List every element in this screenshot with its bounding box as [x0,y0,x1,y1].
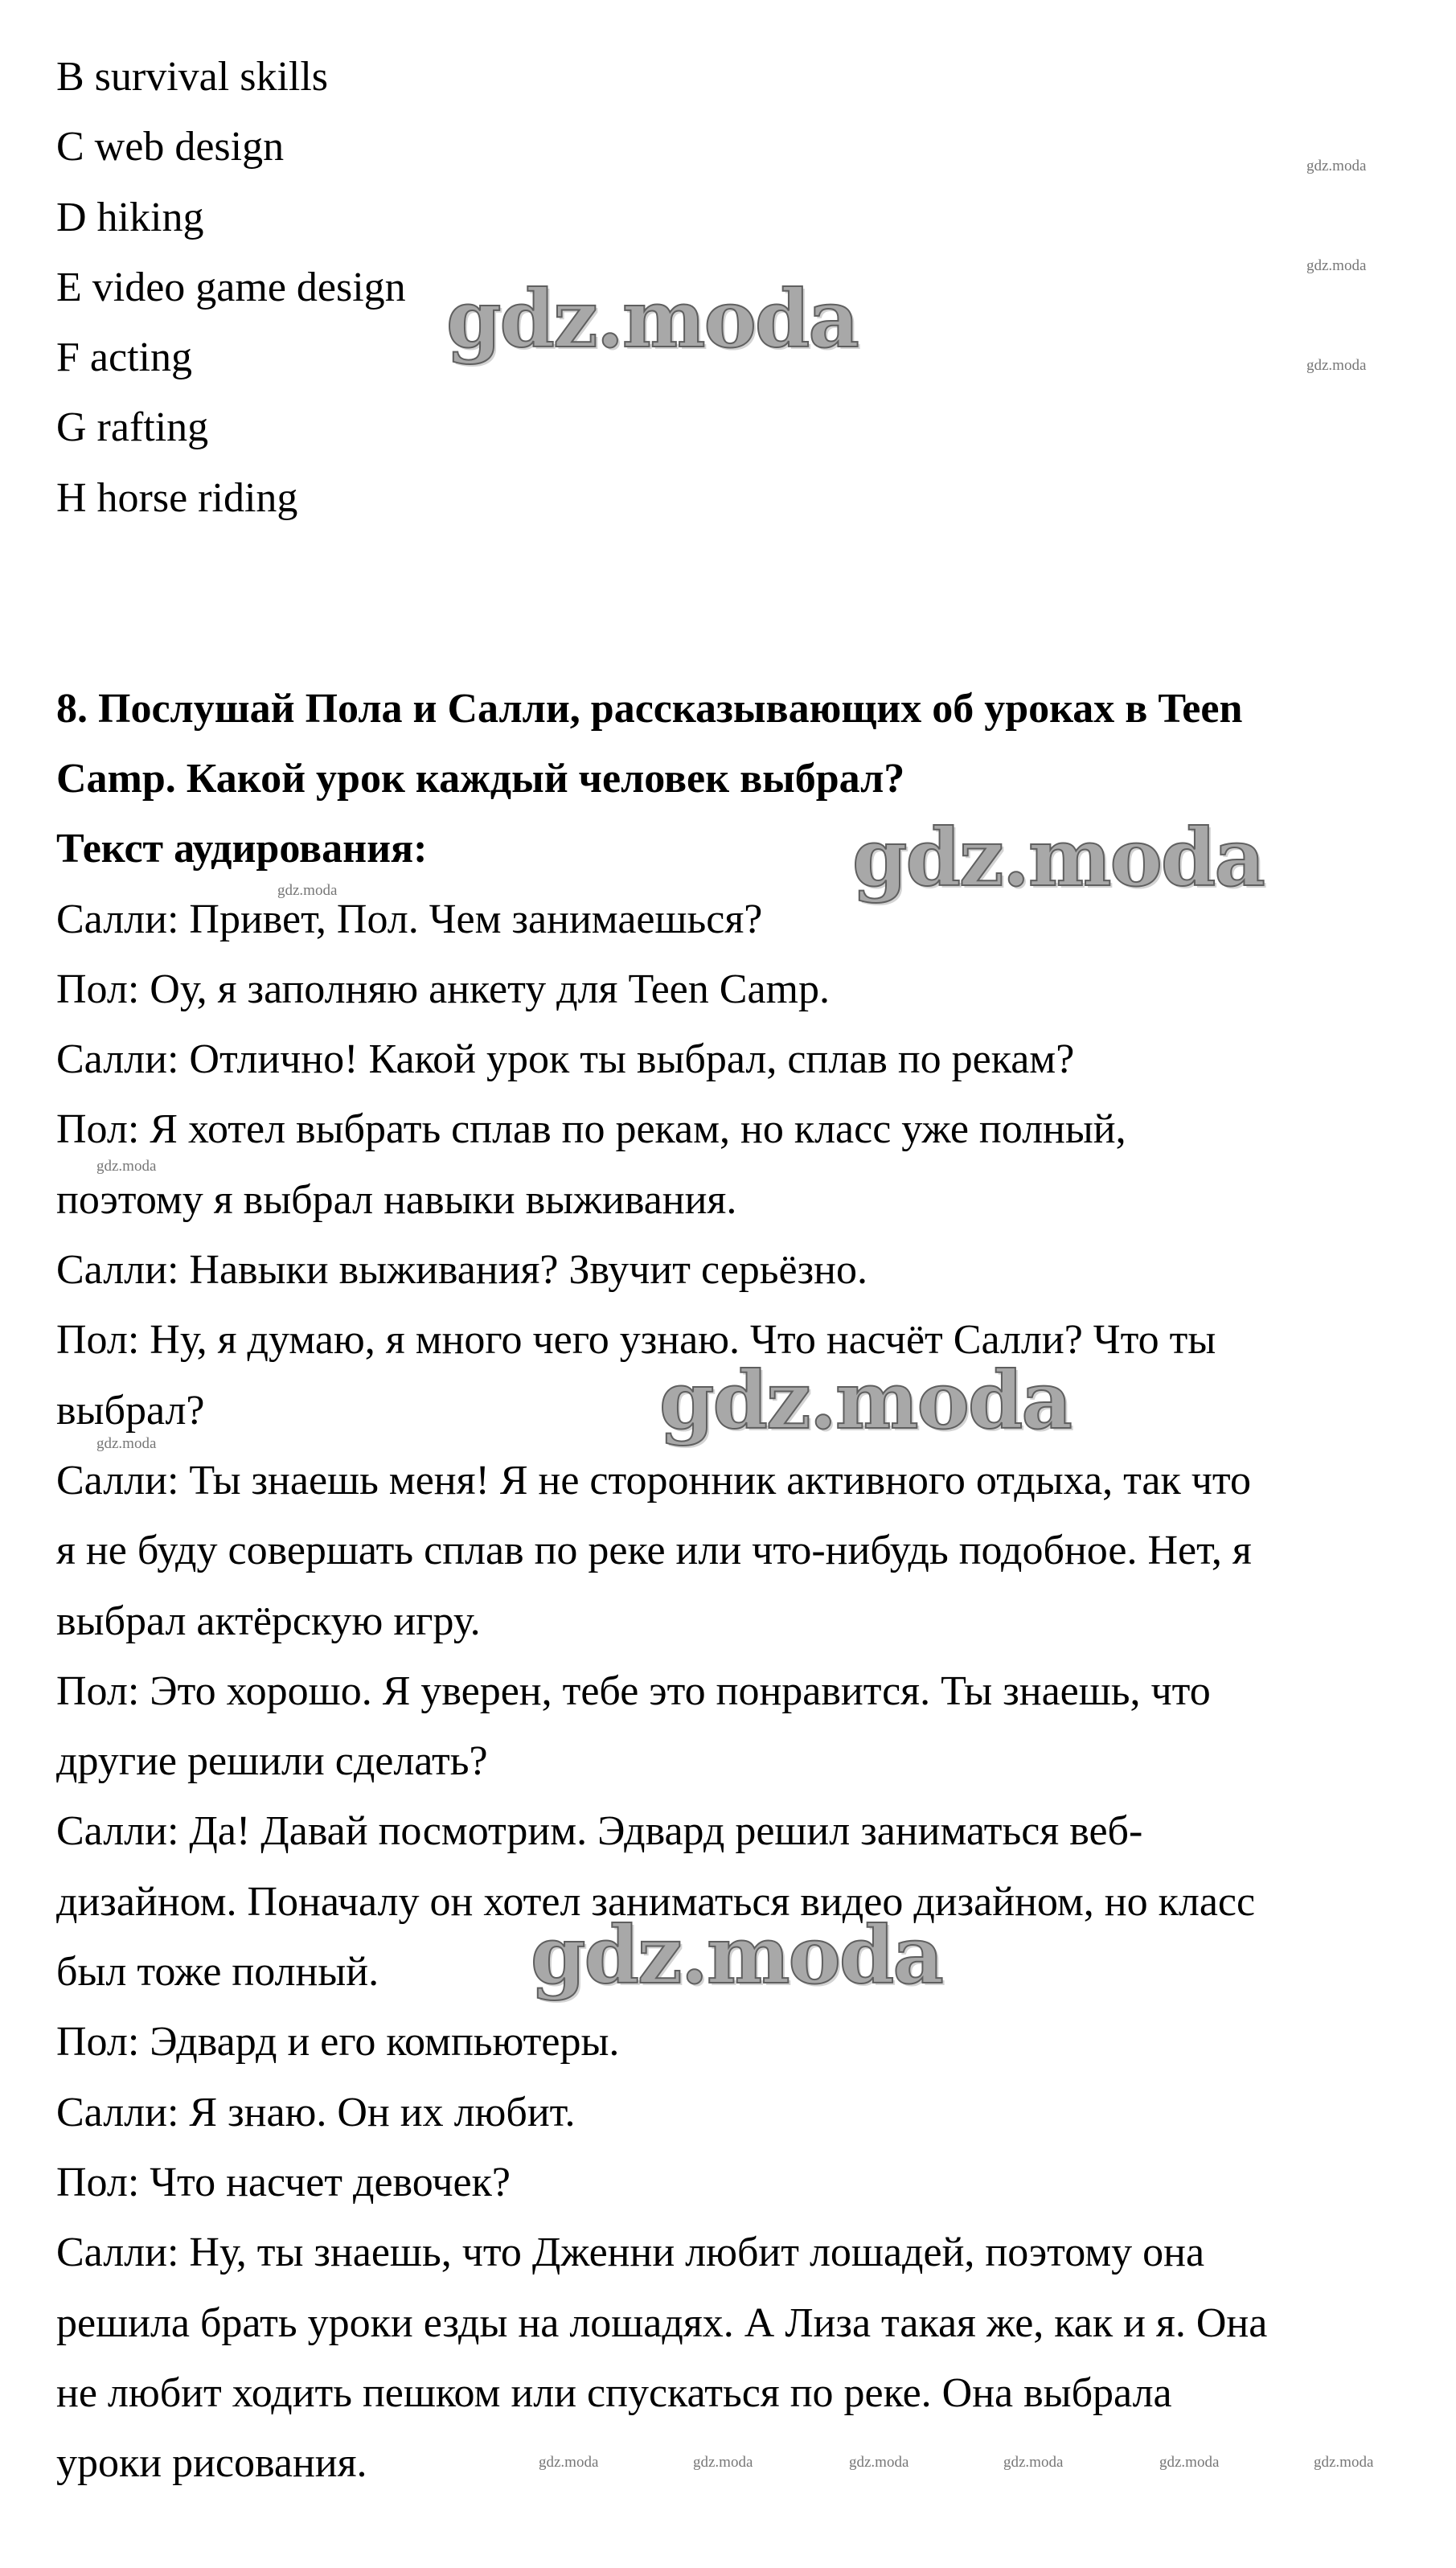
dialogue-line: Салли: Ну, ты знаешь, что Дженни любит лошадей, поэтому она [56,2230,1205,2276]
dialogue-line: Пол: Это хорошо. Я уверен, тебе это понравится. Ты знаешь, что [56,1668,1211,1714]
transcript-label: Текст аудирования: [56,826,428,872]
dialogue-line: Салли: Отлично! Какой урок ты выбрал, сплав по рекам? [56,1036,1075,1083]
dialogue-line: Пол: Ну, я думаю, я много чего узнаю. Что насчёт Салли? Что ты [56,1317,1216,1364]
dialogue-line: Салли: Да! Давай посмотрим. Эдвард решил заниматься веб- [56,1808,1143,1855]
dialogue-line: Салли: Привет, Пол. Чем занимаешься? [56,896,763,942]
watermark-small: gdz.moda [96,1158,157,1175]
dialogue-line: Салли: Навыки выживания? Звучит серьёзно. [56,1247,867,1294]
watermark-small: gdz.moda [1314,2454,1374,2471]
dialogue-line: другие решили сделать? [56,1738,488,1785]
task-heading: 8. Послушай Пола и Салли, рассказывающих об уроках в Teen [56,685,1243,732]
watermark-small: gdz.moda [1306,357,1367,374]
dialogue-line: был тоже полный. [56,1949,379,1996]
watermark-small: gdz.moda [277,882,338,899]
watermark-small: gdz.moda [1003,2454,1064,2471]
watermark-small: gdz.moda [539,2454,599,2471]
dialogue-line: решила брать уроки езды на лошадях. А Лиза такая же, как и я. Она [56,2299,1268,2346]
task-heading: Camp. Какой урок каждый человек выбрал? [56,755,905,802]
dialogue-line: Пол: Я хотел выбрать сплав по рекам, но класс уже полный, [56,1106,1126,1153]
spacer [56,533,1267,603]
watermark-small: gdz.moda [1306,257,1367,274]
watermark-small: gdz.moda [1159,2454,1220,2471]
watermark-small: gdz.moda [96,1435,157,1452]
dialogue-line: Пол: Оу, я заполняю анкету для Teen Camp. [56,966,830,1012]
dialogue-line: уроки рисования. [56,2440,367,2487]
watermark-large: gdz.moda [659,1355,1071,1447]
dialogue-line: Салли: Я знаю. Он их любит. [56,2089,576,2135]
dialogue-line: не любит ходить пешком или спускаться по реке. Она выбрала [56,2369,1172,2416]
watermark-large: gdz.moda [531,1910,942,2002]
option-item: C web design [56,124,285,170]
dialogue-line: Пол: Что насчет девочек? [56,2159,511,2205]
document-body [56,42,1267,2498]
spacer [56,603,1267,673]
watermark-large: gdz.moda [852,812,1264,905]
option-item: E video game design [56,264,406,310]
dialogue-line: выбрал актёрскую игру. [56,1598,481,1644]
dialogue-line: поэтому я выбрал навыки выживания. [56,1176,737,1223]
watermark-large: gdz.moda [446,273,858,366]
dialogue-line: дизайном. Поначалу он хотел заниматься видео дизайном, но класс [56,1878,1256,1925]
option-item: F acting [56,334,192,381]
dialogue-line: я не буду совершать сплав по реке или что-нибудь подобное. Нет, я [56,1528,1252,1574]
dialogue-line: выбрал? [56,1387,205,1434]
option-item: B survival skills [56,54,329,100]
dialogue-line: Салли: Ты знаешь меня! Я не сторонник активного отдыха, так что [56,1457,1251,1503]
option-item: D hiking [56,194,204,240]
option-item: H horse riding [56,474,298,521]
watermark-small: gdz.moda [1306,158,1367,174]
watermark-small: gdz.moda [849,2454,909,2471]
dialogue-line: Пол: Эдвард и его компьютеры. [56,2019,620,2065]
watermark-small: gdz.moda [693,2454,753,2471]
option-item: G rafting [56,404,209,451]
